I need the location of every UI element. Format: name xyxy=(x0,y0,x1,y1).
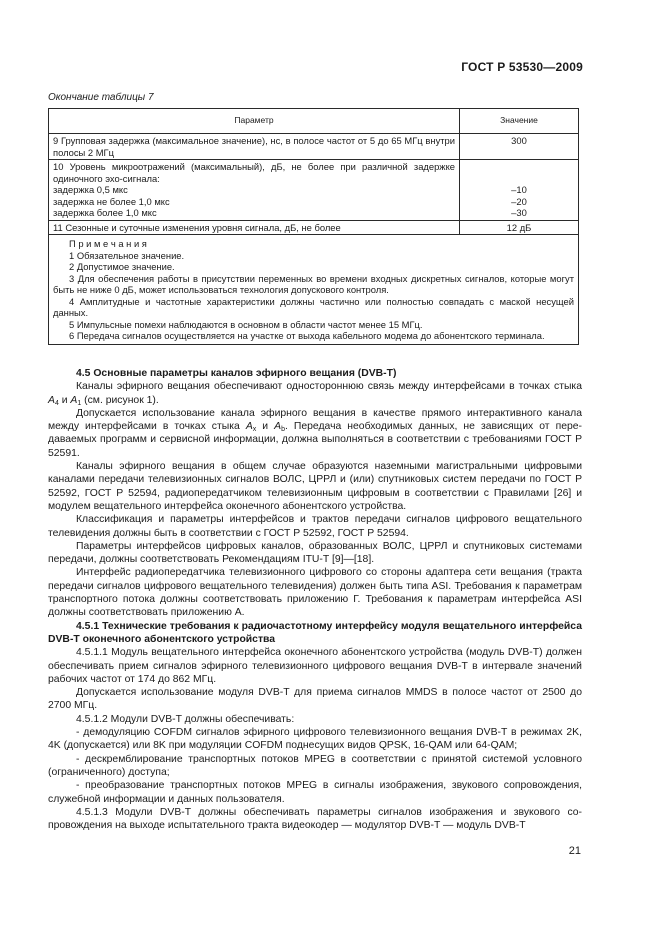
page-number: 21 xyxy=(568,845,581,857)
note-item: 1 Обязательное значение. xyxy=(69,249,185,261)
list-item: - преобразование транспортных потоков MPEG в сигналы изображения, звукового сопровождения, служебной информации и данных пользователя. xyxy=(48,780,582,805)
paragraph: Интерфейс радиопередатчика телевизионного цифрового со стороны адаптера сети вещания (тракта передачи сигналов цифрового вещательного телевидения) должен быть типа ASI. Требования к параметрам транспортного потока должны соответствовать приложению Г. Требования к параметрам интерфейса ASI должны соответствовать приложению А. xyxy=(48,567,582,619)
row-value xyxy=(460,160,579,221)
paragraph: Допускается использование модуля DVB-T для приема сигналов MMDS в полосе частот от 2500 до 2700 МГц. xyxy=(48,687,582,712)
table-notes-row xyxy=(49,235,579,345)
section-heading: 4.5 Основные параметры каналов эфирного вещания (DVB-T) xyxy=(76,368,397,379)
table-caption: Окончание таблицы 7 xyxy=(48,92,154,103)
value-text: –10 xyxy=(511,184,527,195)
note-item: 5 Импульсные помехи наблюдаются в основном в области частот менее 15 МГц. xyxy=(69,318,423,330)
param-text: задержка не более 1,0 мкс xyxy=(53,195,170,207)
param-text: задержка 0,5 мкс xyxy=(53,184,128,195)
list-item: - демодуляцию COFDM сигналов эфирного цифрового телевизионного вещания DVB-T в режимах 2K, 4K (допускается) или 8K при модуляции COFDM поднесущих видов QPSK, 16-QAM или 64-QAM; xyxy=(48,727,582,752)
header-value: Значение xyxy=(460,109,579,134)
paragraph: 4.5.1.3 Модули DVB-T должны обеспечивать параметры сигналов изображения и звукового сопровождения на выходе испытательного тракта видеокодер — модулятор DVB-T — модуль DVB-T xyxy=(48,806,582,832)
paragraph: Классификация и параметры интерфейсов и трактов передачи сигналов цифрового вещательного телевидения должны быть в соответствии с ГОСТ Р 52592, ГОСТ Р 52594. xyxy=(48,514,582,539)
param-text: задержка более 1,0 мкс xyxy=(53,207,157,218)
note-item: 6 Передача сигналов осуществляется на участке от выхода кабельного модема до абонентского терминала. xyxy=(69,330,545,341)
value-text: 300 xyxy=(511,135,527,146)
paragraph: Каналы эфирного вещания обеспечивают одностороннюю связь между интерфейсами в точках стыка $A_4$ и $A_1$ (см. рисунок 1). xyxy=(48,381,582,407)
note-item: 2 Допустимое значение. xyxy=(69,261,175,272)
table-row xyxy=(49,220,579,235)
row-value xyxy=(460,220,579,235)
value-text: –30 xyxy=(511,207,527,218)
subsection-heading: 4.5.1 Технические требования к радиочастотному интерфейсу модуля вещательного интерфейса DVB-T оконечного абонентского устройства xyxy=(48,620,582,645)
param-text: 10 Уровень микроотражений (максимальный), дБ, не более при различной задержке одиночного эхо-сигнала: xyxy=(53,161,455,184)
paragraph: Каналы эфирного вещания в общем случае образуются наземными магистральными цифровыми каналами передачи телевизионных сигналов ВОЛС, ЦРРЛ и (или) спутниковых систем передачи по ГОСТ Р 52592, ГОСТ Р 52594, радиопередатчиком телевизионным цифровым в соответствии с Правилами [26] и модулем вещательного интерфейса оконечного абонентского устройства. xyxy=(48,461,582,512)
table-row xyxy=(49,134,579,160)
value-text: 12 дБ xyxy=(506,221,532,233)
parameters-table xyxy=(48,108,579,345)
table-row xyxy=(49,160,579,221)
main-text xyxy=(48,367,582,832)
row-value xyxy=(460,134,579,160)
note-item: 3 Для обеспечения работы в присутствии переменных во времени входных дискретных сигналов, которые могут быть не ниже 0 дБ, может использоваться технология допускового контроля. xyxy=(53,272,574,295)
row-parameter xyxy=(49,134,460,160)
document-header: ГОСТ Р 53530—2009 xyxy=(461,60,583,74)
list-item: - дескремблирование транспортных потоков MPEG в соответствии с принятой системой условного (ограниченного) доступа; xyxy=(48,753,582,778)
param-text: 9 Групповая задержка (максимальное значение), нс, в полосе частот от 5 до 65 МГц внутри полосы 2 МГц xyxy=(53,135,455,158)
header-parameter: Параметр xyxy=(49,109,460,134)
row-parameter xyxy=(49,220,460,235)
paragraph: 4.5.1.1 Модуль вещательного интерфейса оконечного абонентского устройства (модуль DVB-T) должен обеспечивать прием сигналов эфирного телевизионного цифрового вещания DVB-T в интервале значений рабочих частот от 174 до 862 МГц. xyxy=(48,647,582,685)
note-item: 4 Амплитудные и частотные характеристики должны частично или полностью совпадать с маской несущей данных. xyxy=(53,295,574,318)
paragraph: 4.5.1.2 Модули DVB-T должны обеспечивать: xyxy=(76,713,295,725)
value-text: –20 xyxy=(511,195,527,207)
notes-title: П р и м е ч а н и я xyxy=(69,238,147,249)
param-text: 11 Сезонные и суточные изменения уровня сигнала, дБ, не более xyxy=(53,221,341,233)
row-parameter xyxy=(49,160,460,221)
table-notes xyxy=(49,235,579,345)
table-header-row xyxy=(49,109,579,134)
paragraph: Параметры интерфейсов цифровых каналов, образованных ВОЛС, ЦРРЛ и спутниковых системами передачи, должны соответствовать Рекомендациям ITU-T [9]—[18]. xyxy=(48,540,582,566)
paragraph: Допускается использование канала эфирного вещания в качестве прямого интерактивного канала между интерфейсами в точках стыка $A_x$ и $A_b$. Передача необходимых данных, не зависящих от передаваемых программ и сервисной информации, должна выполняться в соответствии с требованиями ГОСТ Р 52591. xyxy=(48,407,583,459)
